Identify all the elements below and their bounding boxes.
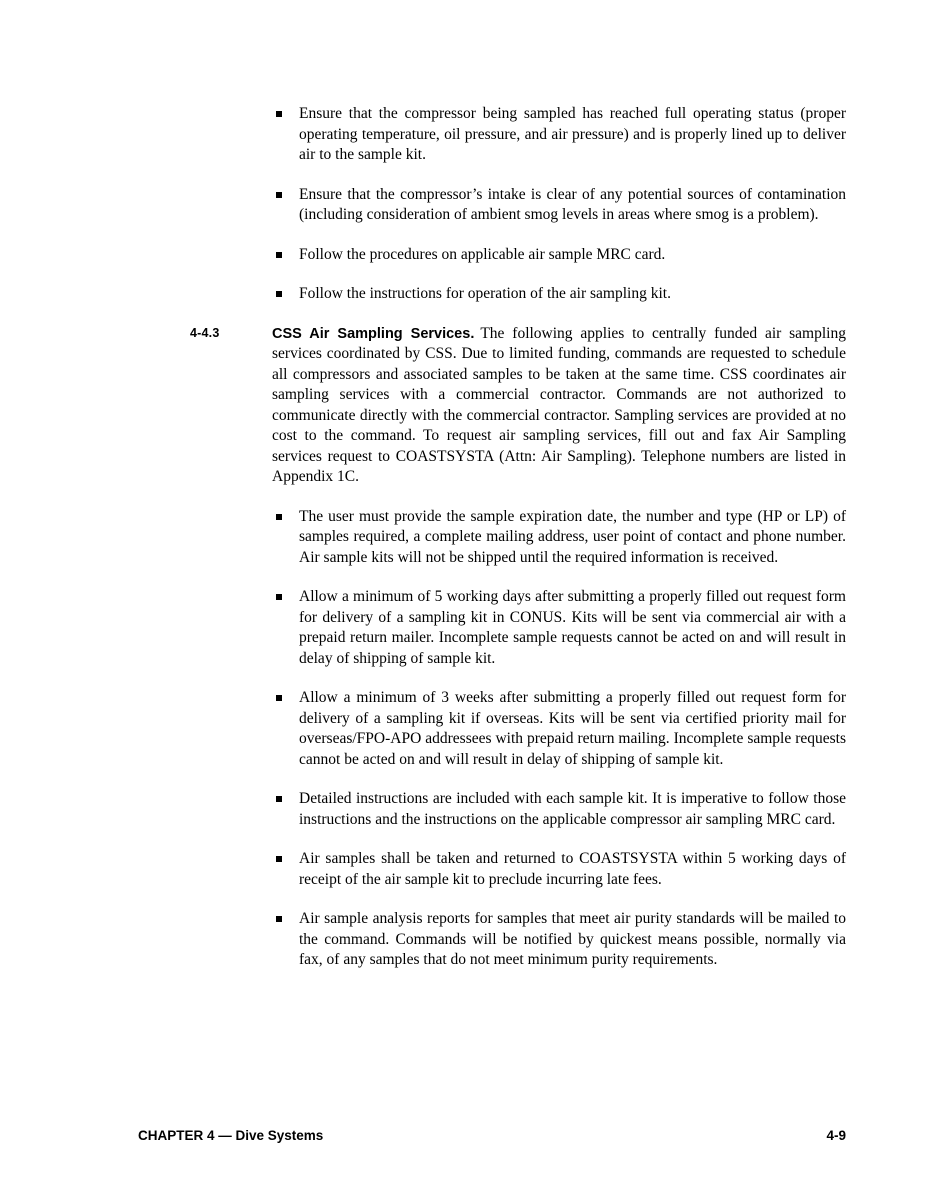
- bullet-item: [272, 245, 846, 266]
- bullet-item: [272, 849, 846, 890]
- bullet-item: [272, 185, 846, 226]
- bullet-text: Air samples shall be taken and returned to COASTSYSTA within 5 working days of receipt of the air sample kit to preclude incurring late fees.: [299, 850, 846, 888]
- bullet-text: Air sample analysis reports for samples that meet air purity standards will be mailed to the command. Commands will be notified by quickest means possible, normally via fax, of any samples that do not meet minimum purity requirements.: [299, 910, 846, 968]
- section-heading: CSS Air Sampling Services.: [272, 325, 475, 342]
- section-paragraph: [272, 324, 846, 488]
- bullet-item: [272, 789, 846, 830]
- bullet-square-icon: [276, 514, 282, 520]
- bullet-square-icon: [276, 916, 282, 922]
- bullet-item: [272, 507, 846, 569]
- bullet-square-icon: [276, 252, 282, 258]
- footer-page-number: 4-9: [826, 1128, 846, 1143]
- section-bullet-list: [272, 507, 846, 971]
- bullet-square-icon: [276, 856, 282, 862]
- bullet-item: [272, 104, 846, 166]
- bullet-item: [272, 284, 846, 305]
- bullet-text: Ensure that the compressor being sampled has reached full operating status (proper operating temperature, oil pressure, and air pressure) and is properly lined up to deliver air to the sample kit.: [299, 105, 846, 163]
- section-4-4-3: [190, 324, 846, 971]
- bullet-text: Follow the procedures on applicable air sample MRC card.: [299, 245, 666, 263]
- bullet-text: Ensure that the compressor’s intake is clear of any potential sources of contamination (including consideration of ambient smog levels in areas where smog is a problem).: [299, 185, 846, 223]
- section-body-text: The following applies to centrally funded air sampling services coordinated by CSS. Due to limited funding, commands are requested to schedule all compressors and associated samples to be taken at the same time. CSS coordinates air sampling services with a commercial contractor. Commands are not authorized to communicate directly with the commercial contractor. Sampling services are provided at no cost to the command. To request air sampling services, fill out and fax Air Sampling services request to COASTSYSTA (Attn: Air Sampling). Telephone numbers are listed in Appendix 1C.: [272, 324, 846, 485]
- bullet-square-icon: [276, 695, 282, 701]
- bullet-text: Detailed instructions are included with each sample kit. It is imperative to follow those instructions and the instructions on the applicable compressor air sampling MRC card.: [299, 790, 846, 828]
- bullet-text: Follow the instructions for operation of the air sampling kit.: [299, 285, 671, 302]
- bullet-text: Allow a minimum of 5 working days after submitting a properly filled out request form for delivery of a sampling kit in CONUS. Kits will be sent via commercial air with a prepaid return mailer. Incomplete sample requests cannot be acted on and will result in delay of shipping of sample kit.: [299, 588, 846, 667]
- bullet-text: Allow a minimum of 3 weeks after submitting a properly filled out request form for delivery of a sampling kit if overseas. Kits will be sent via certified priority mail for overseas/FPO-APO addressees with prepaid return mailing. Incomplete sample requests cannot be acted on and will result in delay of shipping of sample kit.: [299, 689, 846, 768]
- footer-chapter-title: CHAPTER 4 — Dive Systems: [138, 1128, 324, 1143]
- document-content: [190, 104, 846, 990]
- bullet-item: [272, 587, 846, 669]
- bullet-square-icon: [276, 594, 282, 600]
- bullet-square-icon: [276, 291, 282, 297]
- section-number: 4-4.3: [190, 325, 220, 340]
- bullet-item: [272, 909, 846, 971]
- bullet-square-icon: [276, 192, 282, 198]
- bullet-square-icon: [276, 796, 282, 802]
- bullet-item: [272, 688, 846, 770]
- bullet-square-icon: [276, 111, 282, 117]
- page-footer: [138, 1128, 846, 1143]
- bullet-text: The user must provide the sample expiration date, the number and type (HP or LP) of samples required, a complete mailing address, user point of contact and phone number. Air sample kits will not be shipped until the required information is received.: [299, 507, 846, 566]
